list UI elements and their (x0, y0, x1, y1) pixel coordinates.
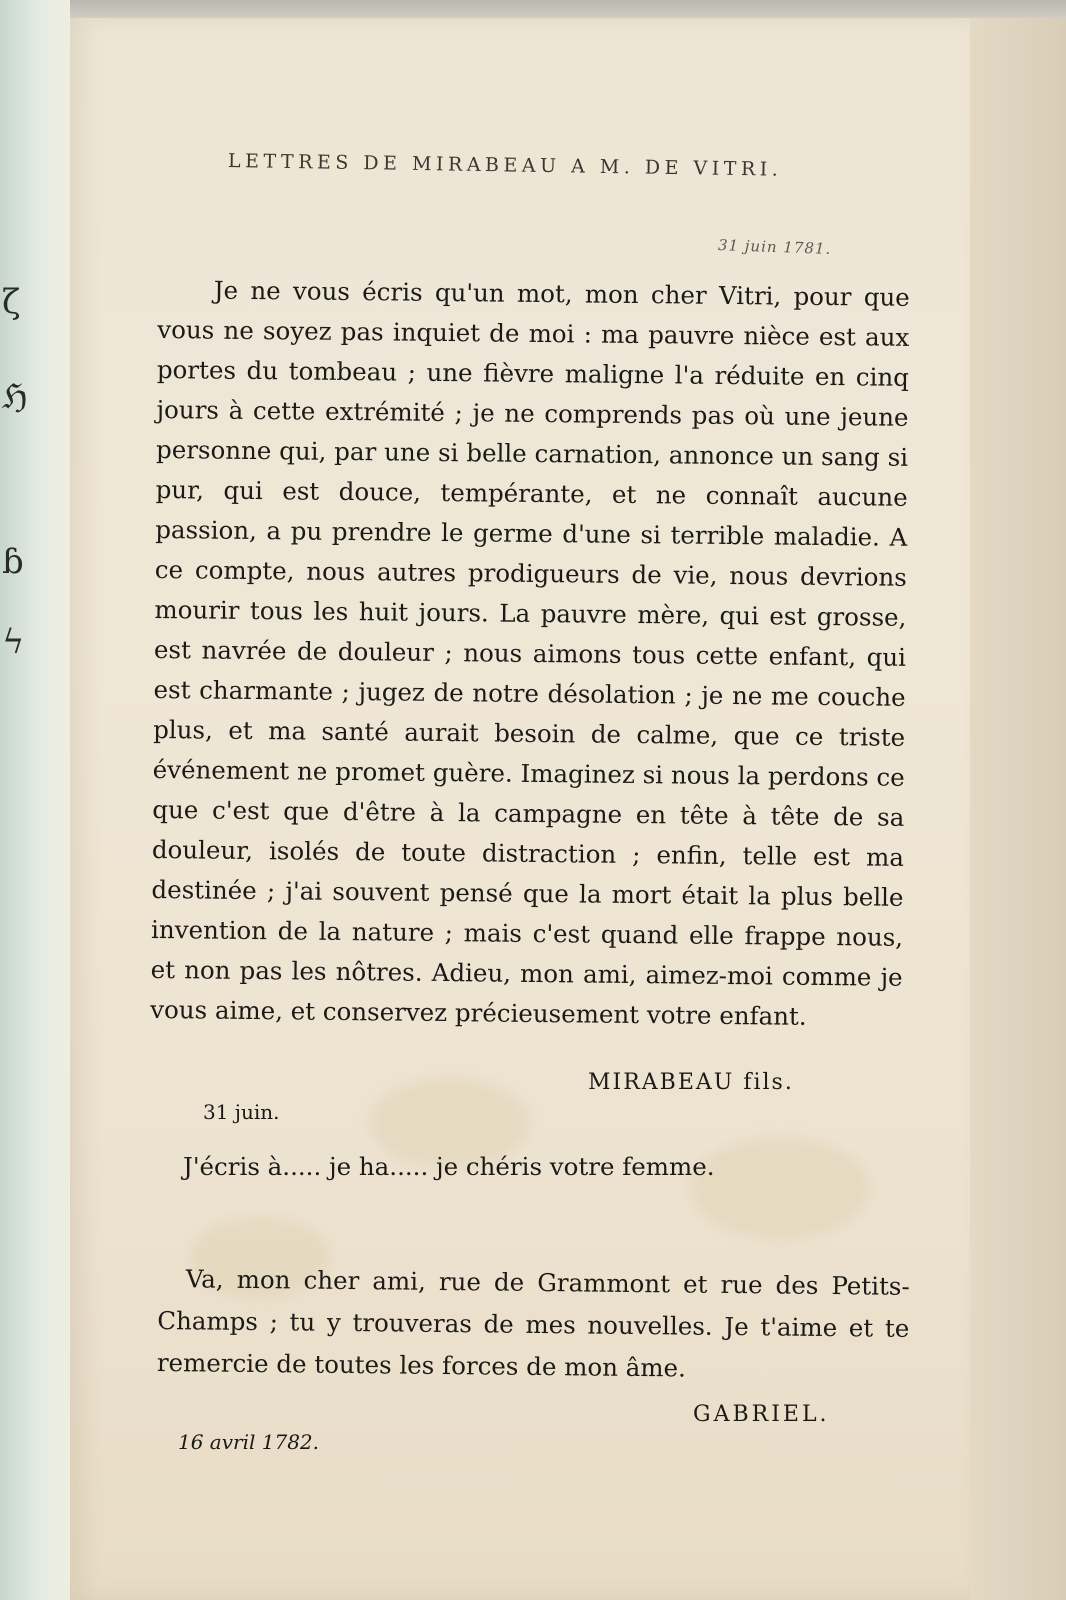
second-letter (157, 1258, 910, 1392)
postscript: J'écris à..... je ha..... je chéris votre femme. (183, 1152, 715, 1181)
signature: MIRABEAU fils. (588, 1070, 794, 1095)
handwritten-mark: ϟ (2, 622, 25, 662)
running-head: LETTRES DE MIRABEAU A M. DE VITRI. (227, 150, 783, 181)
letter-body (150, 270, 910, 1038)
letter-paragraph: Je ne vous écris qu'un mot, mon cher Vitri, pour que vous ne soyez pas inquiet de moi : ma pauvre nièce est aux portes du tombeau ; une fièvre maligne l'a réduite en cinq jours à cette extrémité ; je ne comprends pas où une jeune personne qui, par une si belle carnation, annonce un sang si pur, qui est douce, tempérante, et ne connaît aucune passion, a pu prendre le germe d'une si terrible maladie. A ce compte, nous autres prodigueurs de vie, nous devrions mourir tous les huit jours. La pauvre mère, qui est grosse, est navrée de douleur ; nous aimons tous cette enfant, qui est charmante ; jugez de notre désolation ; je ne me couche plus, et ma santé aurait besoin de calme, que ce triste événement ne promet guère. Imaginez si nous la perdons ce que c'est que d'être à la campagne en tête à tête de sa douleur, isolés de toute distraction ; enfin, telle est ma destinée ; j'ai souvent pensé que la mort était la plus belle invention de la nature ; mais c'est quand elle frappe nous, et non pas les nôtres. Adieu, mon ami, aimez-moi comme je vous aime, et conservez précieusement votre enfant. (150, 275, 910, 1031)
signature-gabriel: GABRIEL. (693, 1402, 830, 1427)
handwritten-mark: ɓ (2, 542, 24, 582)
handwritten-mark: ζ (2, 282, 21, 322)
second-letter-date: 16 avril 1782. (178, 1430, 319, 1454)
handwritten-mark: ℌ (2, 377, 28, 417)
page-text (150, 140, 910, 1520)
page-edge (970, 18, 1066, 1600)
facing-page-edge (0, 0, 70, 1600)
letter-date: 31 juin 1781. (717, 236, 832, 258)
second-letter-paragraph: Va, mon cher ami, rue de Grammont et rue des Petits-Champs ; tu y trouveras de mes nouvelles. Je t'aime et te remercie de toutes les forces de mon âme. (156, 1264, 910, 1383)
postscript-date: 31 juin. (203, 1100, 280, 1124)
